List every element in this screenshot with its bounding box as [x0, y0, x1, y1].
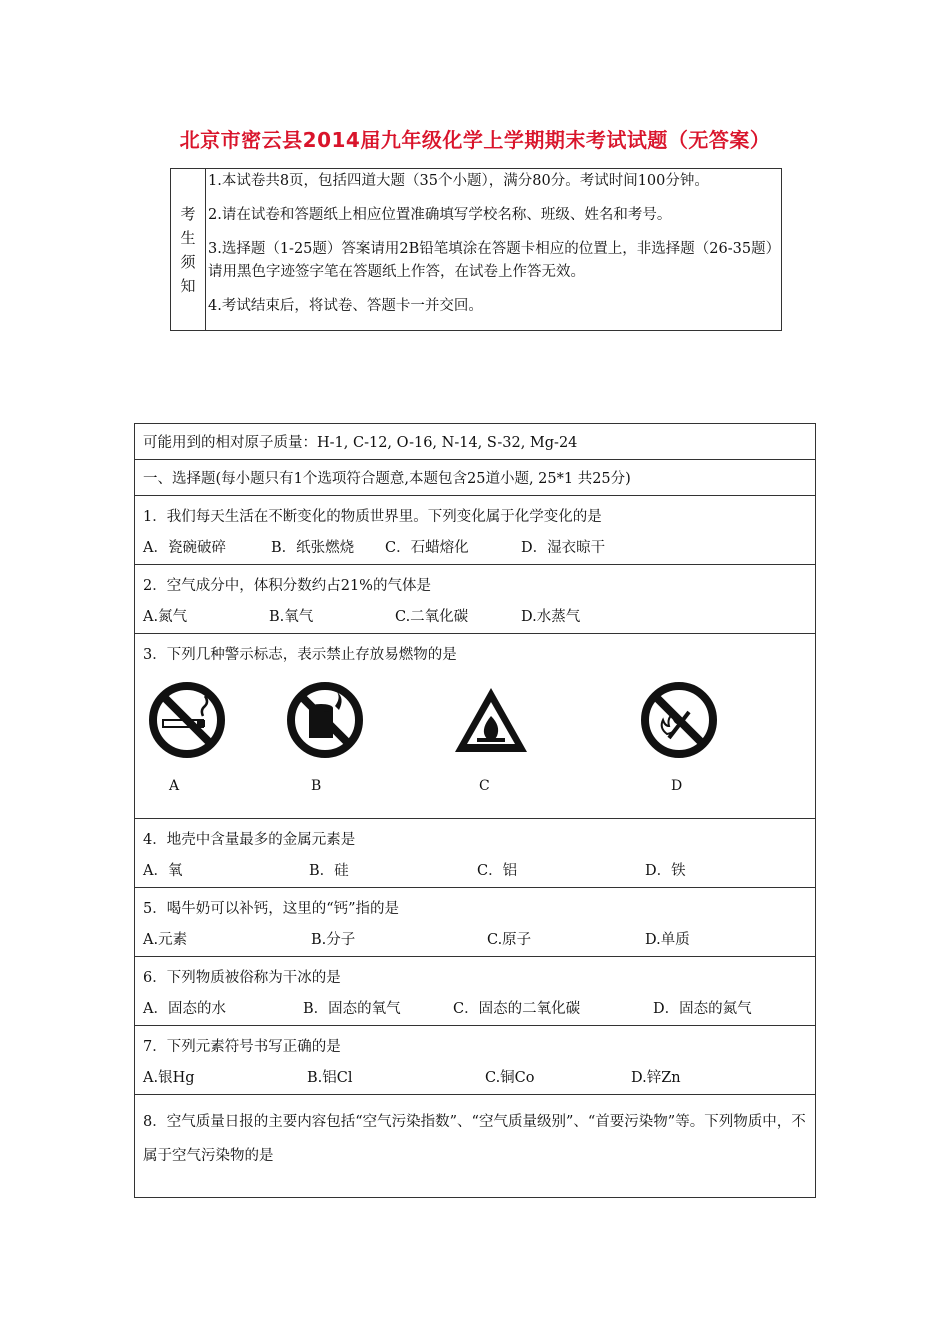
- notice-item: 4.考试结束后，将试卷、答题卡一并交回。: [208, 298, 483, 314]
- notice-box: [170, 168, 782, 331]
- sign-label-b: B: [311, 778, 322, 794]
- questions-table: [134, 423, 816, 1198]
- notice-item: 3.选择题（1-25题）答案请用2B铅笔填涂在答题卡相应的位置上，非选择题（26-35题）请用黑色字迹签字笔在答题纸上作答，在试卷上作答无效。: [208, 241, 773, 280]
- question-5: [135, 888, 816, 957]
- option-c: C．铝: [477, 863, 518, 879]
- notice-items: [206, 169, 782, 331]
- question-stem: 5．喝牛奶可以补钙，这里的“钙”指的是: [143, 901, 400, 917]
- sign-label-a: A: [169, 778, 180, 794]
- question-8: [135, 1095, 816, 1198]
- question-6: [135, 957, 816, 1026]
- sign-label-c: C: [479, 778, 490, 794]
- question-7: [135, 1026, 816, 1095]
- option-a: A．瓷碗破碎: [143, 540, 226, 556]
- question-stem: 8．空气质量日报的主要内容包括“空气污染指数”、“空气质量级别”、“首要污染物”等。下列物质中，不属于空气污染物的是: [143, 1114, 806, 1164]
- option-d: D.单质: [645, 932, 690, 948]
- atomic-masses: 可能用到的相对原子质量：H-1, C-12, O-16, N-14, S-32, Mg-24: [135, 424, 816, 460]
- question-2: [135, 565, 816, 634]
- section-heading: 一、选择题(每小题只有1个选项符合题意,本题包含25道小题, 25*1 共25分): [135, 460, 816, 496]
- question-stem: 6．下列物质被俗称为干冰的是: [143, 970, 341, 986]
- option-b: B.铝Cl: [307, 1070, 353, 1086]
- option-a: A.银Hg: [143, 1070, 195, 1086]
- notice-item: 2.请在试卷和答题纸上相应位置准确填写学校名称、班级、姓名和考号。: [208, 207, 672, 223]
- option-d: D.锌Zn: [631, 1070, 681, 1086]
- option-b: B．硅: [309, 863, 349, 879]
- option-a: A．固态的水: [143, 1001, 226, 1017]
- option-d: D.水蒸气: [521, 609, 581, 625]
- question-stem: 2．空气成分中，体积分数约占21%的气体是: [143, 578, 431, 594]
- option-a: A．氧: [143, 863, 183, 879]
- no-smoking-icon: [147, 680, 227, 760]
- question-stem: 1．我们每天生活在不断变化的物质世界里。下列变化属于化学变化的是: [143, 509, 602, 525]
- notice-side-label: 考 生 须 知: [171, 169, 206, 331]
- question-1: [135, 496, 816, 565]
- option-d: D．固态的氮气: [653, 1001, 752, 1017]
- sign-label-d: D: [671, 778, 683, 794]
- option-c: C.二氧化碳: [395, 609, 469, 625]
- option-b: B.分子: [311, 932, 356, 948]
- flammable-warning-icon: [451, 680, 531, 760]
- question-3: [135, 634, 816, 819]
- option-a: A.元素: [143, 932, 188, 948]
- question-4: [135, 819, 816, 888]
- option-c: C．固态的二氧化碳: [453, 1001, 581, 1017]
- page-title: 北京市密云县2014届九年级化学上学期期末考试试题（无答案）: [179, 128, 771, 152]
- option-d: D．铁: [645, 863, 686, 879]
- option-c: C．石蜡熔化: [385, 540, 469, 556]
- option-c: C.铜Co: [485, 1070, 535, 1086]
- option-a: A.氮气: [143, 609, 188, 625]
- question-stem: 7．下列元素符号书写正确的是: [143, 1039, 341, 1055]
- no-flammable-storage-icon: [285, 680, 365, 760]
- question-stem: 4．地壳中含量最多的金属元素是: [143, 832, 356, 848]
- option-b: B．纸张燃烧: [271, 540, 355, 556]
- option-b: B．固态的氧气: [303, 1001, 401, 1017]
- option-c: C.原子: [487, 932, 532, 948]
- no-fire-icon: [639, 680, 719, 760]
- option-b: B.氧气: [269, 609, 314, 625]
- notice-item: 1.本试卷共8页，包括四道大题（35个小题），满分80分。考试时间100分钟。: [208, 173, 709, 189]
- question-stem: 3．下列几种警示标志，表示禁止存放易燃物的是: [143, 647, 457, 663]
- option-d: D．湿衣晾干: [521, 540, 606, 556]
